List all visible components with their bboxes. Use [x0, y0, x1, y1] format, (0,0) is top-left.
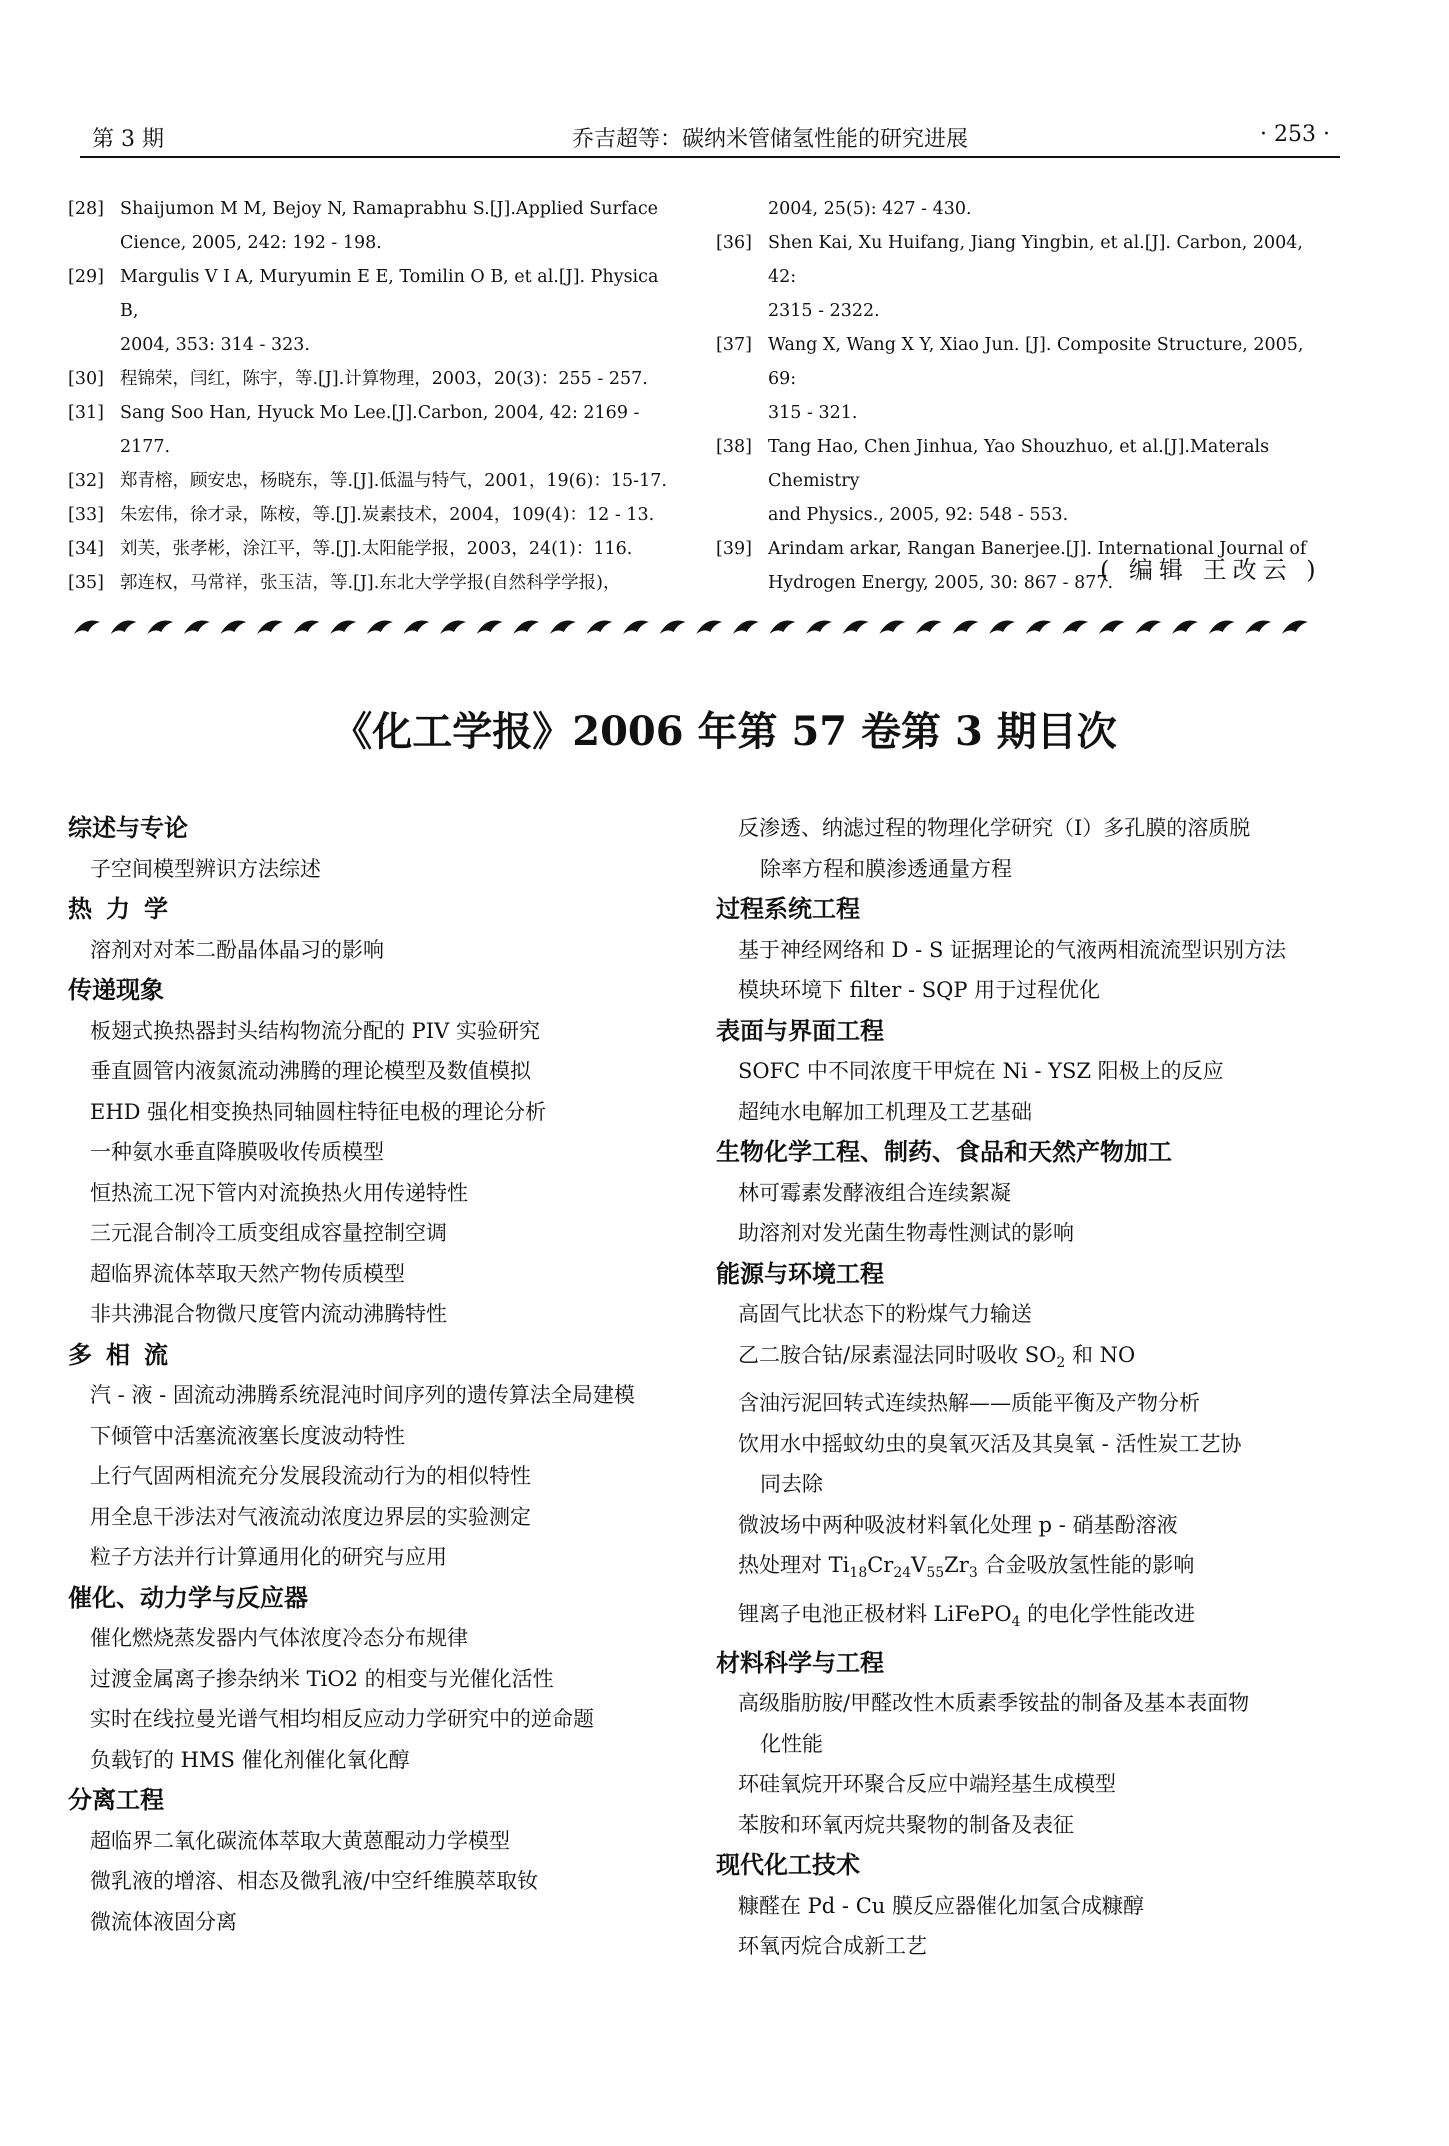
reference-number: [37] — [716, 335, 752, 355]
reference-entry — [716, 328, 1326, 430]
toc-article-title — [68, 1173, 688, 1214]
toc-article-text: 微流体液固分离 — [90, 1909, 237, 1934]
ornament-glyph — [440, 621, 466, 635]
toc-article-title — [68, 1416, 688, 1457]
reference-entry — [68, 566, 668, 600]
ornament-divider — [70, 612, 1326, 642]
reference-number: [31] — [68, 403, 104, 423]
reference-line: 刘芙，张孝彬，涂江平，等.[J].太阳能学报，2003，24(1)：116. — [120, 539, 633, 559]
reference-line: 程锦荣，闫红，陈宇，等.[J].计算物理，2003，20(3)：255 - 257. — [120, 369, 648, 389]
toc-article-text: 一种氨水垂直降膜吸收传质模型 — [90, 1140, 384, 1164]
toc-article-text: 用全息干涉法对气液流动浓度边界层的实验测定 — [90, 1504, 531, 1529]
reference-line: Margulis V I A, Muryumin E E, Tomilin O B, et al.[J]. Physica B, — [120, 267, 659, 321]
toc-article-text: 三元混合制冷工质变组成容量控制空调 — [90, 1221, 447, 1245]
reference-line: Shen Kai, Xu Huifang, Jiang Yingbin, et al.[J]. Carbon, 2004, 42: — [768, 233, 1303, 287]
toc-article-title — [716, 1294, 1336, 1335]
toc-article-continuation: 化性能 — [760, 1731, 823, 1756]
ornament-glyph — [147, 621, 173, 635]
toc-article-title — [716, 1335, 1336, 1384]
toc-article-title — [68, 1659, 688, 1700]
toc-article-text: 含油污泥回转式连续热解——质能平衡及产物分析 — [738, 1391, 1200, 1416]
ornament-glyph — [477, 621, 503, 635]
toc-article-continuation: 除率方程和膜渗透通量方程 — [760, 856, 1012, 881]
toc-article-title — [716, 1424, 1336, 1505]
toc-right-column — [716, 808, 1336, 1967]
ornament-glyph — [1062, 621, 1088, 635]
toc-article-title — [68, 1092, 688, 1133]
ornament-glyph — [1209, 621, 1235, 635]
toc-section-heading: 综述与专论 — [68, 814, 188, 842]
running-title: 乔吉超等：碳纳米管储氢性能的研究进展 — [571, 127, 968, 152]
toc-article-text: 板翅式换热器封头结构物流分配的 PIV 实验研究 — [90, 1018, 540, 1043]
toc-article-title — [716, 1926, 1336, 1967]
toc-article-title — [716, 1594, 1336, 1643]
ornament-glyph — [1099, 621, 1125, 635]
editor-credit: ( 编辑 王改云 ) — [1100, 556, 1322, 584]
toc-article-text: 助溶剂对发光菌生物毒性测试的影响 — [738, 1221, 1074, 1245]
reference-entry — [68, 498, 668, 532]
toc-left-column — [68, 808, 688, 1942]
toc-article-text: 苯胺和环氧丙烷共聚物的制备及表征 — [738, 1812, 1074, 1837]
ornament-glyph — [952, 621, 978, 635]
toc-article-title — [68, 849, 688, 890]
ornament-glyph — [294, 621, 320, 635]
toc-article-text: 粒子方法并行计算通用化的研究与应用 — [90, 1545, 447, 1569]
reference-line: 郭连权，马常祥，张玉洁，等.[J].东北大学学报(自然科学学报)， — [120, 573, 621, 593]
toc-article-text: 乙二胺合钴/尿素湿法同时吸收 $SO_2$ 和 NO — [738, 1342, 1136, 1371]
toc-article-text: 饮用水中摇蚊幼虫的臭氧灭活及其臭氧 - 活性炭工艺协 — [738, 1431, 1242, 1456]
reference-line: Tang Hao, Chen Jinhua, Yao Shouzhuo, et al.[J].Materals Chemistry — [768, 437, 1270, 491]
ornament-glyph — [916, 621, 942, 635]
toc-article-title — [68, 1861, 688, 1902]
toc-article-title — [716, 1805, 1336, 1846]
reference-line: 郑青榕，顾安忠，杨晓东，等.[J].低温与特气，2001，19(6)：15-17. — [120, 471, 667, 491]
ornament-glyph — [806, 621, 832, 635]
header-rule — [80, 156, 1340, 158]
reference-number: [28] — [68, 199, 104, 219]
toc-article-title — [716, 1213, 1336, 1254]
toc-article-title — [68, 1051, 688, 1092]
reference-entry — [68, 362, 668, 396]
toc-article-title — [68, 1618, 688, 1659]
ornament-glyph — [257, 621, 283, 635]
ornament-glyph — [330, 621, 356, 635]
toc-article-text: 溶剂对对苯二酚晶体晶习的影响 — [90, 937, 384, 962]
toc-article-continuation: 同去除 — [760, 1472, 823, 1497]
toc-article-title — [68, 1537, 688, 1578]
reference-number: [35] — [68, 573, 104, 593]
ornament-glyph — [733, 621, 759, 635]
toc-article-text: 基于神经网络和 D - S 证据理论的气液两相流流型识别方法 — [738, 937, 1287, 962]
toc-article-text: 高固气比状态下的粉煤气力输送 — [738, 1302, 1032, 1326]
references-left-column — [68, 192, 668, 600]
ornament-glyph — [696, 621, 722, 635]
reference-line: Wang X, Wang X Y, Xiao Jun. [J]. Composite Structure, 2005, 69: — [768, 335, 1304, 389]
toc-section-heading: 分离工程 — [68, 1786, 164, 1814]
reference-entry — [68, 464, 668, 498]
toc-article-text: SOFC 中不同浓度干甲烷在 Ni - YSZ 阳极上的反应 — [738, 1059, 1224, 1083]
toc-article-text: 催化燃烧蒸发器内气体浓度冷态分布规律 — [90, 1626, 468, 1650]
reference-entry — [68, 532, 668, 566]
toc-article-text: 超临界二氧化碳流体萃取大黄蒽醌动力学模型 — [90, 1828, 510, 1853]
ornament-glyph — [367, 621, 393, 635]
references-right-column — [716, 192, 1326, 600]
toc-article-text: 微波场中两种吸波材料氧化处理 p - 硝基酚溶液 — [738, 1512, 1178, 1537]
ornament-glyph — [1282, 621, 1308, 635]
reference-entry — [716, 226, 1326, 328]
reference-entry — [68, 396, 668, 464]
ornament-glyph — [879, 621, 905, 635]
toc-section-heading: 材料科学与工程 — [716, 1648, 884, 1677]
toc-article-title — [716, 1764, 1336, 1805]
toc-article-title — [68, 1375, 688, 1416]
toc-article-text: 锂离子电池正极材料 LiFePO$_4$ 的电化学性能改进 — [738, 1601, 1196, 1631]
toc-section-heading: 表面与界面工程 — [716, 1016, 884, 1045]
toc-article-text: 环氧丙烷合成新工艺 — [738, 1934, 927, 1959]
toc-article-text: 糠醛在 Pd - Cu 膜反应器催化加氢合成糠醇 — [738, 1893, 1144, 1918]
toc-article-title — [68, 1132, 688, 1173]
reference-line: Shaijumon M M, Bejoy N, Ramaprabhu S.[J].Applied Surface — [120, 199, 658, 219]
ornament-glyph — [660, 621, 686, 635]
reference-number: [29] — [68, 267, 104, 287]
ornament-glyph — [843, 621, 869, 635]
reference-line: Cience, 2005, 242: 192 - 198. — [120, 233, 382, 253]
toc-article-title — [716, 930, 1336, 971]
toc-article-text: 下倾管中活塞流液塞长度波动特性 — [90, 1423, 405, 1448]
toc-article-title — [716, 1173, 1336, 1214]
issue-label: 第 3 期 — [92, 127, 164, 152]
toc-article-title — [716, 1886, 1336, 1927]
page-number: · 253 · — [1260, 122, 1330, 147]
ornament-glyph — [74, 621, 100, 635]
toc-article-text: 负载钌的 HMS 催化剂催化氧化醇 — [90, 1747, 410, 1772]
toc-article-title — [68, 1294, 688, 1335]
toc-section-heading: 现代化工技术 — [716, 1851, 860, 1880]
toc-article-title — [68, 1497, 688, 1538]
toc-article-title — [716, 970, 1336, 1011]
ornament-glyph — [403, 621, 429, 635]
ornament-glyph — [989, 621, 1015, 635]
toc-article-title — [716, 1505, 1336, 1546]
reference-line: 2004, 25(5): 427 - 430. — [768, 199, 972, 219]
toc-article-title — [68, 1456, 688, 1497]
toc-article-title — [68, 1699, 688, 1740]
ornament-glyph — [769, 621, 795, 635]
reference-entry — [716, 192, 1326, 226]
toc-article-title — [68, 930, 688, 971]
toc-section-heading: 能源与环境工程 — [716, 1259, 884, 1288]
toc-article-text: 超临界流体萃取天然产物传质模型 — [90, 1261, 405, 1286]
reference-entry — [68, 192, 668, 260]
toc-article-text: 子空间模型辨识方法综述 — [90, 856, 321, 881]
reference-line: Sang Soo Han, Hyuck Mo Lee.[J].Carbon, 2004, 42: 2169 - 2177. — [120, 403, 640, 457]
toc-article-text: 上行气固两相流充分发展段流动行为的相似特性 — [90, 1464, 531, 1488]
toc-article-text: 恒热流工况下管内对流换热火用传递特性 — [90, 1180, 468, 1205]
toc-article-title — [716, 1545, 1336, 1594]
reference-line: Hydrogen Energy, 2005, 30: 867 - 877. — [768, 573, 1114, 593]
ornament-glyph — [220, 621, 246, 635]
reference-entry — [68, 260, 668, 362]
toc-article-title — [716, 1051, 1336, 1092]
toc-article-text: 反渗透、纳滤过程的物理化学研究（Ⅰ）多孔膜的溶质脱 — [738, 816, 1251, 840]
toc-section-heading: 传递现象 — [68, 976, 164, 1004]
toc-title: 《化工学报》2006 年第 57 卷第 3 期目次 — [332, 708, 1117, 755]
toc-article-text: 高级脂肪胺/甲醛改性木质素季铵盐的制备及基本表面物 — [738, 1691, 1250, 1716]
ornament-glyph — [1135, 621, 1161, 635]
reference-number: [33] — [68, 505, 104, 525]
ornament-glyph — [184, 621, 210, 635]
reference-number: [38] — [716, 437, 752, 457]
toc-article-text: 过渡金属离子掺杂纳米 TiO2 的相变与光催化活性 — [90, 1666, 554, 1691]
reference-number: [36] — [716, 233, 752, 253]
reference-number: [34] — [68, 539, 104, 559]
ornament-glyph — [513, 621, 539, 635]
toc-section-heading: 热力学 — [68, 895, 182, 923]
reference-line: 315 - 321. — [768, 403, 858, 423]
reference-number: [39] — [716, 539, 752, 559]
reference-number: [32] — [68, 471, 104, 491]
reference-entry — [716, 430, 1326, 532]
ornament-glyph — [1245, 621, 1271, 635]
ornament-glyph — [550, 621, 576, 635]
ornament-glyph — [1026, 621, 1052, 635]
toc-article-text: 汽 - 液 - 固流动沸腾系统混沌时间序列的遗传算法全局建模 — [90, 1383, 635, 1407]
toc-article-title — [68, 1213, 688, 1254]
toc-article-text: 微乳液的增溶、相态及微乳液/中空纤维膜萃取钕 — [90, 1869, 539, 1893]
reference-number: [30] — [68, 369, 104, 389]
toc-article-title — [716, 1683, 1336, 1764]
ornament-glyph — [111, 621, 137, 635]
toc-article-title — [716, 1383, 1336, 1424]
ornament-glyph — [1172, 621, 1198, 635]
toc-article-text: 超纯水电解加工机理及工艺基础 — [738, 1099, 1032, 1124]
toc-article-text: 环硅氧烷开环聚合反应中端羟基生成模型 — [738, 1772, 1116, 1797]
toc-section-heading: 生物化学工程、制药、食品和天然产物加工 — [716, 1138, 1172, 1166]
reference-line: 2315 - 2322. — [768, 301, 880, 321]
ornament-glyph — [623, 621, 649, 635]
toc-section-heading: 过程系统工程 — [716, 895, 860, 923]
ornament-glyph — [586, 621, 612, 635]
toc-section-heading: 多相流 — [68, 1340, 182, 1369]
toc-article-title — [716, 808, 1336, 889]
toc-article-title — [68, 1821, 688, 1862]
reference-line: 朱宏伟，徐才录，陈桉，等.[J].炭素技术，2004，109(4)：12 - 13. — [120, 505, 655, 525]
toc-article-text: 非共沸混合物微尺度管内流动沸腾特性 — [90, 1302, 447, 1326]
toc-article-text: 热处理对 $Ti_{18}Cr_{24}V_{55}Zr_3$ 合金吸放氢性能的影响 — [738, 1553, 1195, 1582]
reference-number — [716, 192, 768, 226]
toc-article-text: 模块环境下 filter - SQP 用于过程优化 — [738, 978, 1101, 1002]
toc-article-title — [68, 1254, 688, 1295]
toc-article-text: 林可霉素发酵液组合连续絮凝 — [738, 1180, 1011, 1205]
reference-line: and Physics., 2005, 92: 548 - 553. — [768, 505, 1069, 525]
toc-section-heading: 催化、动力学与反应器 — [68, 1583, 308, 1612]
reference-line: Arindam arkar, Rangan Banerjee.[J]. International Journal of — [768, 539, 1307, 559]
toc-article-title — [68, 1740, 688, 1781]
toc-article-title — [68, 1011, 688, 1052]
toc-article-title — [68, 1902, 688, 1943]
running-header — [80, 118, 1340, 158]
toc-article-text: EHD 强化相变换热同轴圆柱特征电极的理论分析 — [90, 1099, 547, 1124]
toc-article-text: 垂直圆管内液氮流动沸腾的理论模型及数值模拟 — [90, 1059, 531, 1083]
reference-line: 2004, 353: 314 - 323. — [120, 335, 310, 355]
toc-article-text: 实时在线拉曼光谱气相均相反应动力学研究中的逆命题 — [90, 1707, 594, 1731]
toc-article-title — [716, 1092, 1336, 1133]
